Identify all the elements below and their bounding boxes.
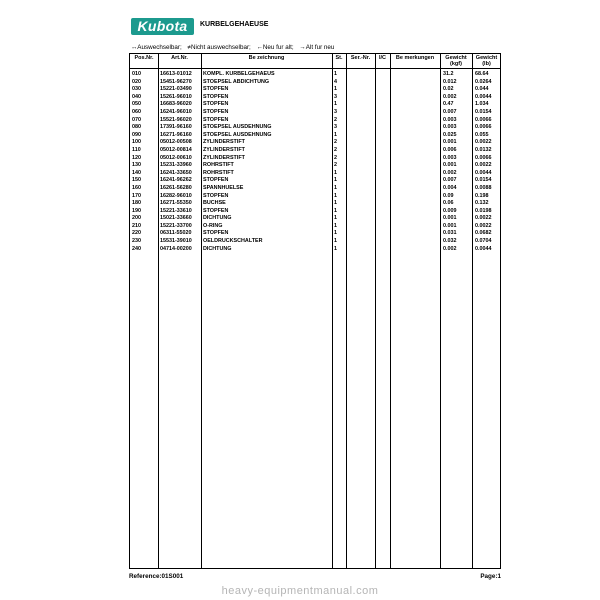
table-row [130,139,500,147]
cell-pos: 240 [132,245,141,252]
cell-wkg: 0.007 [443,177,457,184]
table-row [130,215,500,223]
cell-art: 15221-33610 [160,207,192,214]
cell-wkg: 0.002 [443,169,457,176]
cell-wlb: 0.132 [475,200,489,207]
cell-pos: 100 [132,139,141,146]
table-row [130,155,500,163]
cell-art: 15261-96010 [160,93,192,100]
cell-pos: 200 [132,215,141,222]
col-header-st: St. [335,55,343,61]
cell-art: 05012-00814 [160,146,192,153]
col-header-pos: Pos.Nr. [134,55,154,61]
cell-wkg: 0.031 [443,230,457,237]
cell-st: 1 [334,86,337,93]
cell-wlb: 0.0066 [475,124,492,131]
cell-st: 3 [334,124,337,131]
cell-wkg: 0.006 [443,146,457,153]
cell-bez: OELDRUCKSCHALTER [203,238,263,245]
cell-st: 1 [334,71,337,77]
cell-bez: STOPFEN [203,116,229,123]
cell-st: 1 [334,131,337,138]
cell-wkg: 0.001 [443,139,457,146]
interchangeability-legend [131,44,338,51]
cell-wkg: 0.032 [443,238,457,245]
cell-wlb: 0.0264 [475,78,492,85]
cell-art: 15221-03490 [160,86,192,93]
cell-wlb: 0.0198 [475,207,492,214]
cell-wlb: 0.0044 [475,245,492,252]
cell-wkg: 0.012 [443,78,457,85]
cell-wkg: 0.001 [443,215,457,222]
cell-st: 1 [334,245,337,252]
cell-bez: STOEPSEL AUSDEHNUNG [203,131,272,138]
table-row [130,79,500,87]
cell-bez: STOPFEN [203,101,229,108]
watermark: heavy-equipmentmanual.com [221,585,379,597]
cell-art: 04714-00200 [160,245,192,252]
cell-wlb: 0.0066 [475,154,492,161]
cell-art: 16241-33650 [160,169,192,176]
cell-art: 16683-96020 [160,101,192,108]
cell-wlb: 0.0044 [475,93,492,100]
table-row [130,117,500,125]
col-header-bezeichnung: Be zeichnung [248,55,285,61]
cell-pos: 160 [132,184,141,191]
cell-wlb: 0.055 [475,131,489,138]
cell-wlb: 0.0132 [475,146,492,153]
cell-bez: O-RING [203,222,223,229]
cell-art: 16282-96010 [160,192,192,199]
cell-art: 15231-33960 [160,162,192,169]
col-header-ser: Ser.-Nr. [350,55,371,61]
cell-wkg: 0.007 [443,108,457,115]
cell-wkg: 0.003 [443,116,457,123]
cell-pos: 080 [132,124,141,131]
cell-art: 15521-96020 [160,116,192,123]
cell-wkg: 0.004 [443,184,457,191]
table-row [130,170,500,178]
cell-wkg: 0.003 [443,154,457,161]
cell-st: 2 [334,146,337,153]
cell-bez: STOEPSEL ABDICHTUNG [203,78,270,85]
cell-st: 1 [334,177,337,184]
cell-pos: 060 [132,108,141,115]
cell-pos: 120 [132,154,141,161]
cell-wlb: 0.0154 [475,108,492,115]
cell-wkg: 0.009 [443,207,457,214]
table-row [130,147,500,155]
table-row [130,238,500,246]
table-row [130,132,500,140]
table-row [130,208,500,216]
table-row [130,185,500,193]
table-row [130,109,500,117]
cell-bez: ZYLINDERSTIFT [203,154,245,161]
cell-st: 1 [334,207,337,214]
table-row [130,94,500,102]
cell-art: 16271-55350 [160,200,192,207]
cell-art: 16261-56280 [160,184,192,191]
table-row [130,177,500,185]
cell-pos: 110 [132,146,141,153]
cell-pos: 180 [132,200,141,207]
cell-wlb: 0.0088 [475,184,492,191]
cell-wlb: 1.034 [475,101,489,108]
col-header-art: Art.Nr. [171,55,188,61]
cell-wlb: 0.0044 [475,169,492,176]
cell-art: 05012-00610 [160,154,192,161]
cell-bez: STOPFEN [203,108,229,115]
cell-wkg: 0.002 [443,93,457,100]
col-header-weight-lb: Gewicht (lb) [475,55,498,67]
table-row [130,101,500,109]
cell-wkg: 0.09 [443,192,454,199]
cell-pos: 030 [132,86,141,93]
cell-pos: 140 [132,169,141,176]
cell-wkg: 0.02 [443,86,454,93]
cell-wlb: 0.198 [475,192,489,199]
table-row [130,71,500,79]
cell-st: 1 [334,238,337,245]
cell-bez: STOPFEN [203,93,229,100]
cell-art: 06311-55020 [160,230,192,237]
cell-wlb: 0.0154 [475,177,492,184]
cell-pos: 150 [132,177,141,184]
cell-st: 2 [334,154,337,161]
kubota-logo: Kubota [131,18,194,35]
cell-st: 4 [334,78,337,85]
cell-bez: SPANNHUELSE [203,184,244,191]
parts-table [129,53,501,569]
cell-st: 1 [334,184,337,191]
legend-not-interchangeable: ≠Nicht auswechselbar; [187,44,251,51]
cell-wkg: 0.47 [443,101,454,108]
cell-wkg: 0.06 [443,200,454,207]
cell-pos: 070 [132,116,141,123]
cell-art: 16613-01012 [160,71,192,77]
cell-wlb: 0.0022 [475,162,492,169]
col-header-weight-kgf: Gewicht (kgf) [445,55,467,67]
cell-wlb: 0.0022 [475,139,492,146]
cell-bez: STOEPSEL AUSDEHNUNG [203,124,272,131]
cell-art: 15021-33660 [160,215,192,222]
cell-wlb: 0.044 [475,86,489,93]
cell-art: 05012-00508 [160,139,192,146]
cell-bez: KOMPL. KURBELGEHAEUS [203,71,275,77]
table-row [130,124,500,132]
legend-interchangeable: ↔Auswechselbar; [131,44,182,51]
cell-st: 1 [334,192,337,199]
table-row [130,246,500,254]
cell-bez: BUCHSE [203,200,226,207]
col-header-ic: I/C [378,55,387,61]
page-number: Page:1 [480,573,501,580]
cell-wkg: 31.2 [443,71,454,77]
cell-wlb: 0.0066 [475,116,492,123]
cell-st: 1 [334,200,337,207]
cell-pos: 050 [132,101,141,108]
cell-wlb: 0.0704 [475,238,492,245]
cell-bez: ZYLINDERSTIFT [203,146,245,153]
cell-wlb: 0.0682 [475,230,492,237]
cell-st: 1 [334,215,337,222]
cell-wkg: 0.001 [443,162,457,169]
cell-pos: 210 [132,222,141,229]
table-row [130,86,500,94]
table-row [130,230,500,238]
col-header-bemerkungen: Be merkungen [395,55,435,61]
table-row [130,193,500,201]
cell-st: 1 [334,101,337,108]
cell-bez: DICHTUNG [203,215,232,222]
cell-bez: STOPFEN [203,192,229,199]
cell-wkg: 0.001 [443,222,457,229]
cell-st: 2 [334,116,337,123]
cell-st: 2 [334,162,337,169]
cell-pos: 130 [132,162,141,169]
cell-st: 3 [334,108,337,115]
cell-bez: DICHTUNG [203,245,232,252]
legend-old-for-new: →Alt fur neu [299,44,335,51]
cell-pos: 020 [132,78,141,85]
cell-wlb: 0.0022 [475,222,492,229]
cell-art: 15531-39010 [160,238,192,245]
cell-st: 1 [334,230,337,237]
reference-label: Reference:01S001 [129,573,184,580]
legend-new-for-old: ←Neu fur alt; [256,44,294,51]
cell-bez: STOPFEN [203,207,229,214]
cell-art: 15451-96270 [160,78,192,85]
cell-wkg: 0.025 [443,131,457,138]
cell-pos: 220 [132,230,141,237]
cell-pos: 010 [132,71,141,77]
table-row [130,162,500,170]
cell-art: 16241-96262 [160,177,192,184]
table-row [130,223,500,231]
document-title: KURBELGEHAEUSE [200,21,269,28]
cell-st: 1 [334,169,337,176]
cell-bez: STOPFEN [203,177,229,184]
cell-wkg: 0.003 [443,124,457,131]
cell-wlb: 68.64 [475,71,489,77]
cell-bez: ROHRSTIFT [203,162,234,169]
header-divider [130,68,500,69]
cell-pos: 170 [132,192,141,199]
table-row [130,200,500,208]
cell-wlb: 0.0022 [475,215,492,222]
cell-st: 2 [334,139,337,146]
cell-art: 15221-33700 [160,222,192,229]
cell-bez: ROHRSTIFT [203,169,234,176]
cell-art: 16241-96010 [160,108,192,115]
cell-art: 17391-96160 [160,124,192,131]
cell-wkg: 0.002 [443,245,457,252]
cell-pos: 190 [132,207,141,214]
cell-bez: STOPFEN [203,86,229,93]
cell-bez: ZYLINDERSTIFT [203,139,245,146]
cell-st: 1 [334,222,337,229]
cell-art: 16271-96160 [160,131,192,138]
cell-pos: 040 [132,93,141,100]
cell-bez: STOPFEN [203,230,229,237]
table-body [130,71,500,253]
cell-st: 3 [334,93,337,100]
cell-pos: 230 [132,238,141,245]
cell-pos: 090 [132,131,141,138]
